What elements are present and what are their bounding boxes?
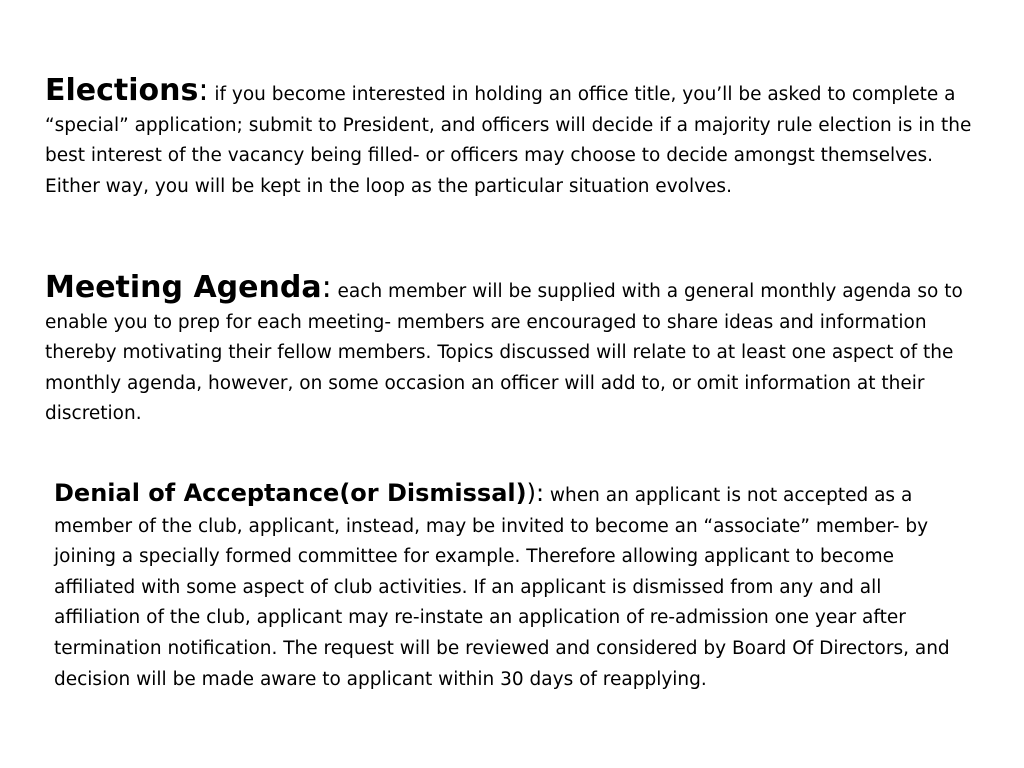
denial-colon: ): (526, 479, 545, 507)
elections-section (45, 73, 990, 202)
meeting-agenda-heading: Meeting Agenda (45, 270, 322, 305)
denial-section (54, 478, 964, 695)
elections-body: if you become interested in holding an office title, you’ll be asked to complete a “special” application; submit to President, and officers will decide if a majority rule election is in the best interest of the vacancy being filled- or officers may choose to decide amongst themselves. Either way, you will be kept in the loop as the particular situation evolves. (45, 84, 972, 197)
elections-heading: Elections (45, 73, 199, 108)
meeting-agenda-section (45, 270, 990, 430)
denial-body: when an applicant is not accepted as a member of the club, applicant, instead, may be invited to become an “associate” member- by joining a specially formed committee for example. Therefore allowing applicant to become affiliated with some aspect of club activities. If an applicant is dismissed from any and all affiliation of the club, applicant may re-instate an application of re-admission one year after termination notification. The request will be reviewed and considered by Board Of Directors, and decision will be made aware to applicant within 30 days of reapplying. (54, 485, 950, 690)
meeting-agenda-body: each member will be supplied with a general monthly agenda so to enable you to prep for each meeting- members are encouraged to share ideas and information thereby motivating their fellow members. Topics discussed will relate to at least one aspect of the monthly agenda, however, on some occasion an officer will add to, or omit information at their discretion. (45, 281, 963, 425)
meeting-agenda-colon: : (321, 270, 332, 305)
elections-colon: : (198, 73, 209, 108)
denial-heading: Denial of Acceptance(or Dismissal) (54, 479, 527, 507)
